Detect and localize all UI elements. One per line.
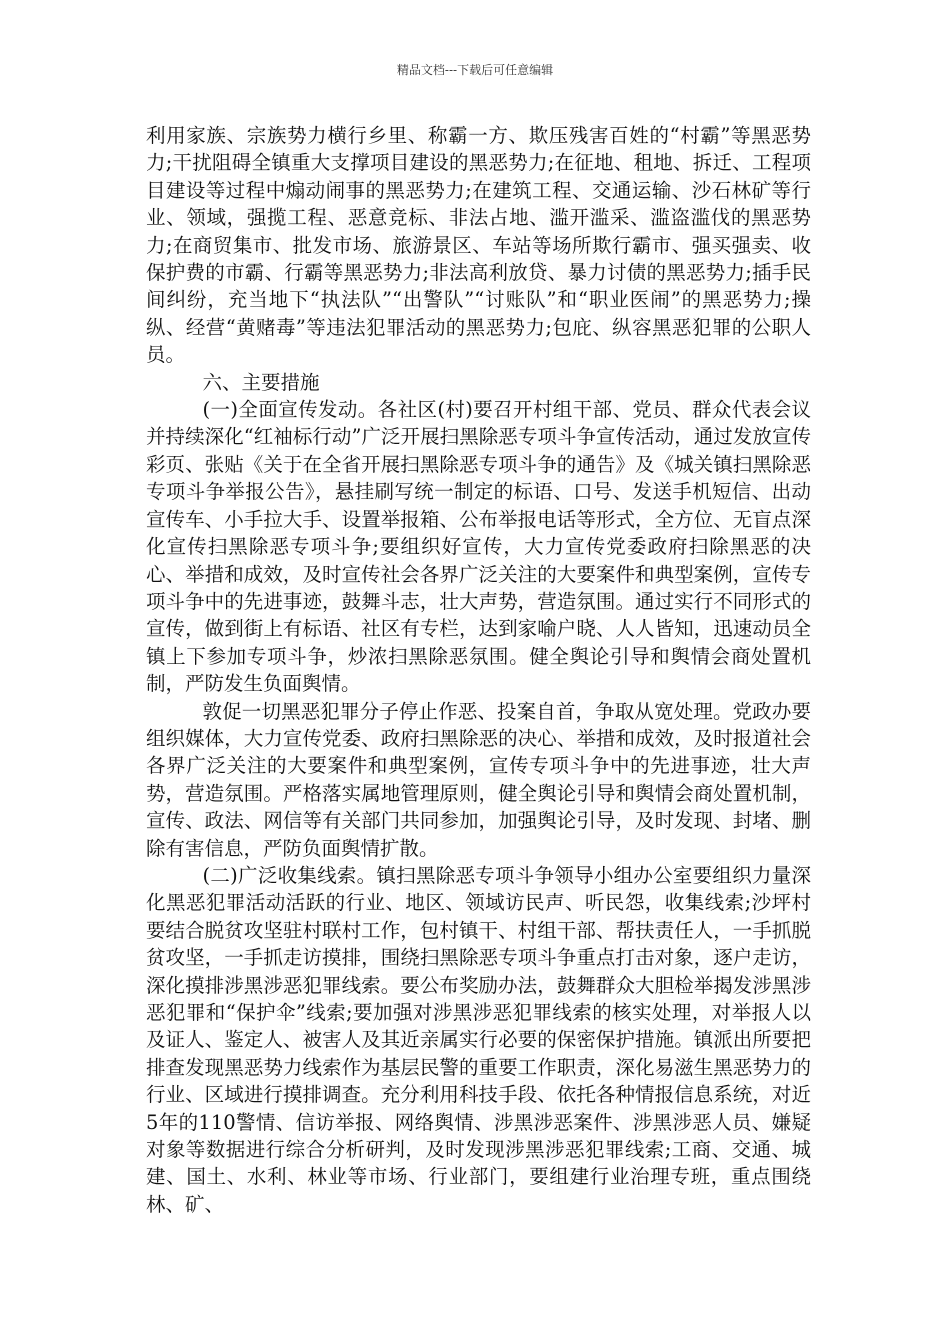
page-header: 精品文档---下载后可任意编辑 [396,63,554,77]
document-body [146,122,811,1218]
paragraph-4: (二)广泛收集线索。镇扫黑除恶专项斗争领导小组办公室要组织力量深化黑恶犯罪活动活跃的行业、地区、领域访民声、听民怨，收集线索;沙坪村要结合脱贫攻坚驻村联村工作，包村镇干、村组干部、帮扶责任人，一手抓脱贫攻坚，一手抓走访摸排，围绕扫黑除恶专项斗争重点打击对象，逐户走访，深化摸排涉黑涉恶犯罪线索。要公布奖励办法，鼓舞群众大胆检举揭发涉黑涉恶犯罪和“保护伞”线索;要加强对涉黑涉恶犯罪线索的核实处理，对举报人以及证人、鉴定人、被害人及其近亲属实行必要的保密保护措施。镇派出所要把排查发现黑恶势力线索作为基层民警的重要工作职责，深化易滋生黑恶势力的行业、区域进行摸排调查。充分利用科技手段、依托各种情报信息系统，对近5年的110警情、信访举报、网络舆情、涉黑涉恶案件、涉黑涉恶人员、嫌疑对象等数据进行综合分析研判，及时发现涉黑涉恶犯罪线索;工商、交通、城建、国土、水利、林业等市场、行业部门，要组建行业治理专班，重点围绕林、矿、 [146,863,811,1216]
section-heading: 六、主要措施 [202,370,320,394]
paragraph-1: 利用家族、宗族势力横行乡里、称霸一方、欺压残害百姓的“村霸”等黑恶势力;干扰阻碍全镇重大支撑项目建设的黑恶势力;在征地、租地、拆迁、工程项目建设等过程中煽动闹事的黑恶势力;在建筑工程、交通运输、沙石林矿等行业、领域，强揽工程、恶意竞标、非法占地、滥开滥采、滥盗滥伐的黑恶势力;在商贸集市、批发市场、旅游景区、车站等场所欺行霸市、强买强卖、收保护费的市霸、行霸等黑恶势力;非法高利放贷、暴力讨债的黑恶势力;插手民间纠纷，充当地下“执法队”“出警队”“讨账队”和“职业医闹”的黑恶势力;操纵、经营“黄赌毒”等违法犯罪活动的黑恶势力;包庇、纵容黑恶犯罪的公职人员。 [146,124,811,367]
paragraph-2: (一)全面宣传发动。各社区(村)要召开村组干部、党员、群众代表会议并持续深化“红袖标行动”广泛开展扫黑除恶专项斗争宣传活动，通过发放宣传彩页、张贴《关于在全省开展扫黑除恶专项斗争的通告》及《城关镇扫黑除恶专项斗争举报公告》，悬挂刷写统一制定的标语、口号、发送手机短信、出动宣传车、小手拉大手、设置举报箱、公布举报电话等形式，全方位、无盲点深化宣传扫黑除恶专项斗争;要组织好宣传，大力宣传党委政府扫除黑恶的决心、举措和成效，及时宣传社会各界广泛关注的大要案件和典型案例，宣传专项斗争中的先进事迹，鼓舞斗志，壮大声势，营造氛围。通过实行不同形式的宣传，做到街上有标语、社区有专栏，达到家喻户晓、人人皆知，迅速动员全镇上下参加专项斗争，炒浓扫黑除恶氛围。健全舆论引导和舆情会商处置机制，严防发生负面舆情。 [146,398,811,696]
paragraph-3: 敦促一切黑恶犯罪分子停止作恶、投案自首，争取从宽处理。党政办要组织媒体，大力宣传党委、政府扫黑除恶的决心、举措和成效，及时报道社会各界广泛关注的大要案件和典型案例，宣传专项斗争中的先进事迹，壮大声势，营造氛围。严格落实属地管理原则，健全舆论引导和舆情会商处置机制，宣传、政法、网信等有关部门共同参加，加强舆论引导，及时发现、封堵、删除有害信息，严防负面舆情扩散。 [146,699,811,860]
